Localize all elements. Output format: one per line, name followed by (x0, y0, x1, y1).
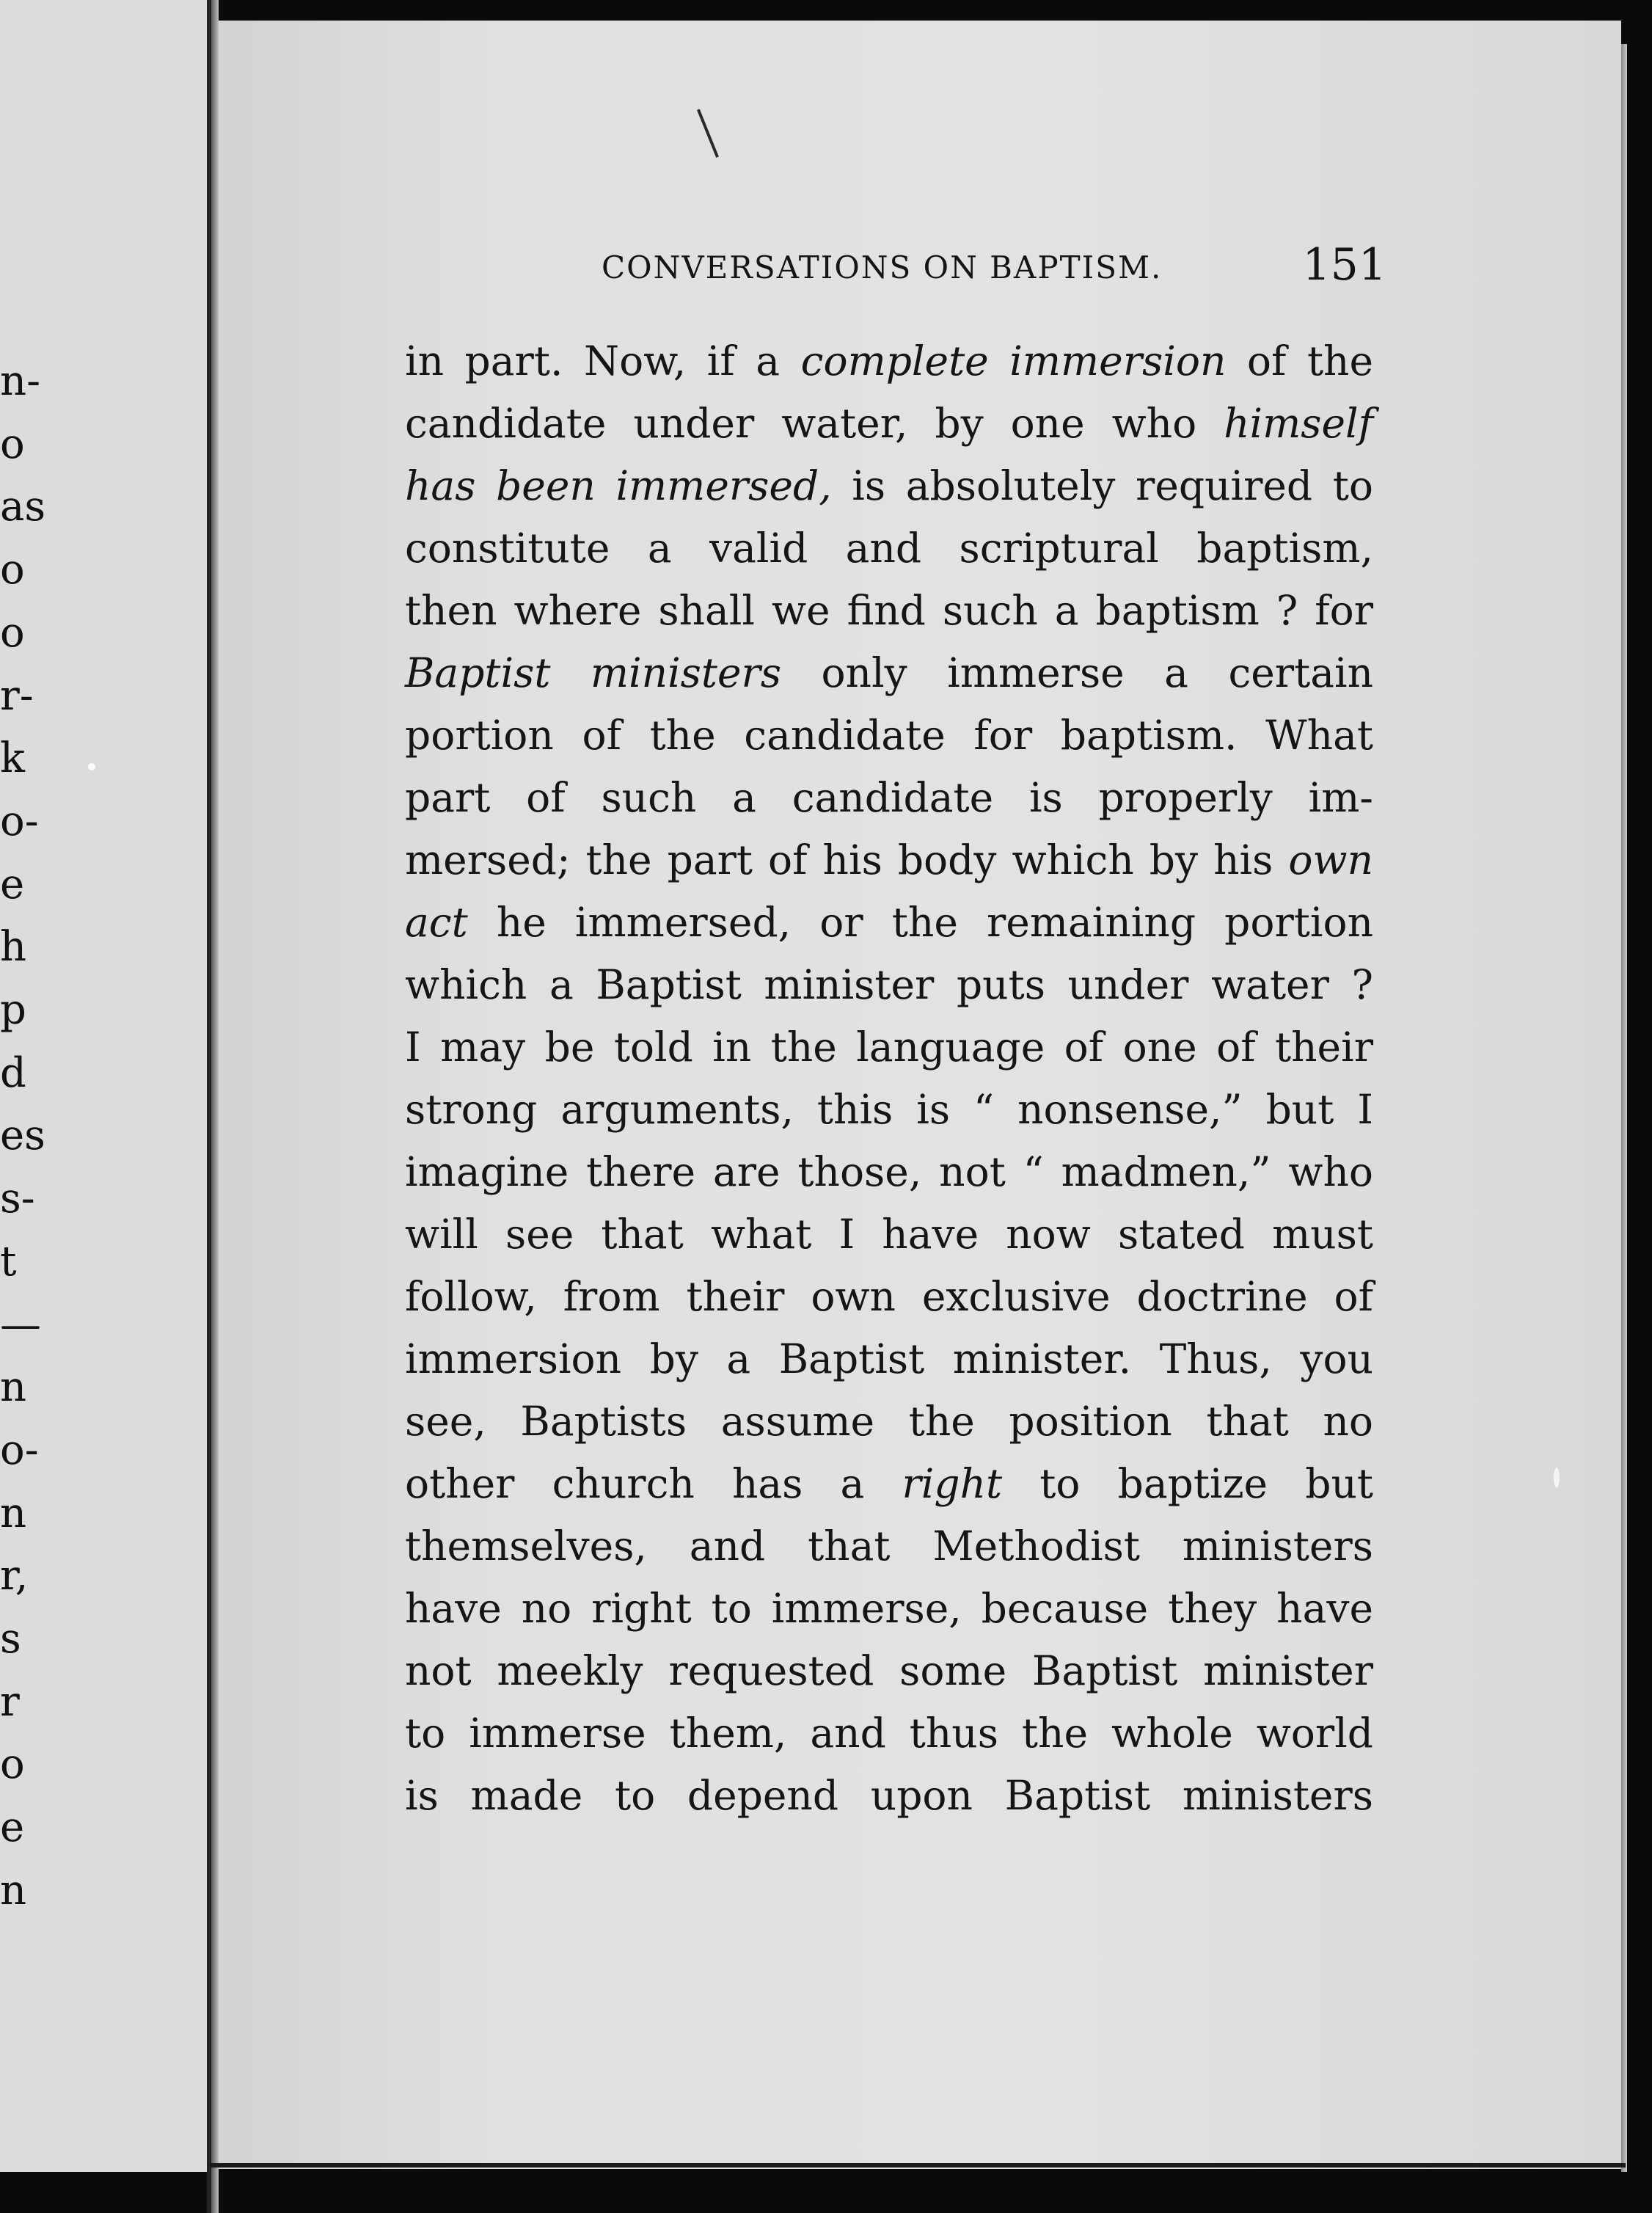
text-run: I may be told in the language of one of their (405, 1024, 1373, 1071)
previous-page-fragment: r, (0, 1552, 29, 1600)
previous-page-fragment: h (0, 923, 27, 971)
italic-phrase: act (405, 899, 468, 946)
italic-phrase: Baptist ministers (405, 649, 782, 696)
text-run: not meekly requested some Baptist minister (405, 1647, 1373, 1694)
previous-page-fragment: o (0, 1740, 25, 1788)
text-run: themselves, and that Methodist ministers (405, 1523, 1373, 1569)
text-line (405, 829, 1373, 892)
page-bottom-border (210, 2163, 1626, 2168)
text-line (405, 393, 1373, 455)
text-line (405, 1266, 1373, 1328)
text-run: which a Baptist minister puts under water ? (405, 961, 1373, 1008)
previous-page-fragment: o (0, 546, 25, 594)
running-head (381, 239, 1386, 298)
dust-speck (88, 763, 95, 770)
previous-page-fragment: o- (0, 798, 39, 845)
text-line (405, 1453, 1373, 1515)
text-run: will see that what I have now stated must (405, 1211, 1373, 1258)
text-line (405, 1016, 1373, 1079)
italic-phrase: own (1288, 836, 1373, 883)
text-line (405, 704, 1373, 767)
body-text (405, 330, 1373, 1827)
text-line (405, 642, 1373, 704)
text-line (405, 1203, 1373, 1266)
text-line (405, 954, 1373, 1016)
previous-page-fragment: n- (0, 357, 40, 405)
text-run: constitute a valid and scriptural baptism, (405, 525, 1373, 572)
italic-phrase: right (902, 1460, 1003, 1507)
text-run: then where shall we find such a baptism ? for (405, 587, 1373, 634)
text-line (405, 1515, 1373, 1578)
text-run: of the (1226, 338, 1374, 384)
italic-phrase: complete immersion (800, 338, 1227, 384)
previous-page-fragment: — (0, 1301, 41, 1349)
previous-page-fragment: o (0, 420, 25, 468)
text-line (405, 1328, 1373, 1390)
previous-page-fragment: k (0, 734, 25, 782)
previous-page-fragment: o- (0, 1426, 39, 1474)
previous-page-fragment: es (0, 1112, 45, 1159)
text-run: to immerse them, and thus the whole world (405, 1710, 1373, 1757)
italic-phrase: himself (1224, 400, 1373, 447)
previous-page-fragment: r (0, 1678, 20, 1726)
running-title: CONVERSATIONS ON BAPTISM. (602, 249, 1163, 285)
text-line (405, 1702, 1373, 1765)
previous-page-fragment: n (0, 1490, 27, 1537)
text-run: only immerse a certain (781, 649, 1373, 696)
previous-page-fragment: t (0, 1238, 17, 1286)
previous-page-fragment: s (0, 1615, 21, 1663)
gutter-shadow (211, 0, 219, 2213)
text-run: part of such a candidate is properly im- (405, 774, 1373, 821)
text-run: immersion by a Baptist minister. Thus, you (405, 1335, 1373, 1382)
dust-speck (1554, 1468, 1560, 1488)
text-run: is made to depend upon Baptist ministers (405, 1772, 1373, 1819)
text-line (405, 517, 1373, 580)
text-line (405, 892, 1373, 954)
text-line (405, 330, 1373, 393)
text-run: to baptize but (1002, 1460, 1373, 1507)
previous-page-fragment: e (0, 861, 25, 908)
text-line (405, 1578, 1373, 1640)
text-run: he immersed, or the remaining portion (467, 899, 1373, 946)
page-edge (1621, 44, 1627, 2172)
text-line (405, 1640, 1373, 1702)
text-run: imagine there are those, not “ madmen,” who (405, 1148, 1373, 1195)
text-line (405, 767, 1373, 829)
text-run: see, Baptists assume the position that no (405, 1398, 1373, 1445)
page-number: 151 (1302, 239, 1386, 291)
text-run: in part. Now, if a (405, 338, 801, 384)
text-line (405, 1079, 1373, 1141)
previous-page-fragment: r- (0, 672, 34, 720)
previous-page-fragment: as (0, 483, 46, 531)
text-run: candidate under water, by one who (405, 400, 1224, 447)
text-run: is absolutely required to (831, 462, 1373, 509)
previous-page-fragment: d (0, 1049, 26, 1097)
previous-page-fragment: e (0, 1804, 25, 1851)
text-line (405, 1765, 1373, 1827)
previous-page-fragment: n (0, 1867, 27, 1914)
text-run: follow, from their own exclusive doctrine of (405, 1273, 1373, 1320)
previous-page-fragment: n (0, 1363, 27, 1411)
text-line (405, 455, 1373, 517)
italic-phrase: has been immersed, (405, 462, 832, 509)
text-run: mersed; the part of his body which by his (405, 836, 1289, 883)
text-run: strong arguments, this is “ nonsense,” but I (405, 1086, 1373, 1133)
text-run: portion of the candidate for baptism. What (405, 712, 1373, 759)
text-line (405, 1141, 1373, 1203)
previous-page-strip (0, 0, 207, 2172)
text-run: other church has a (405, 1460, 902, 1507)
previous-page-fragment: p (0, 986, 26, 1034)
previous-page-fragment: s- (0, 1175, 35, 1222)
text-run: have no right to immerse, because they have (405, 1585, 1373, 1632)
text-line (405, 580, 1373, 642)
previous-page-fragment: o (0, 609, 25, 657)
text-line (405, 1390, 1373, 1453)
